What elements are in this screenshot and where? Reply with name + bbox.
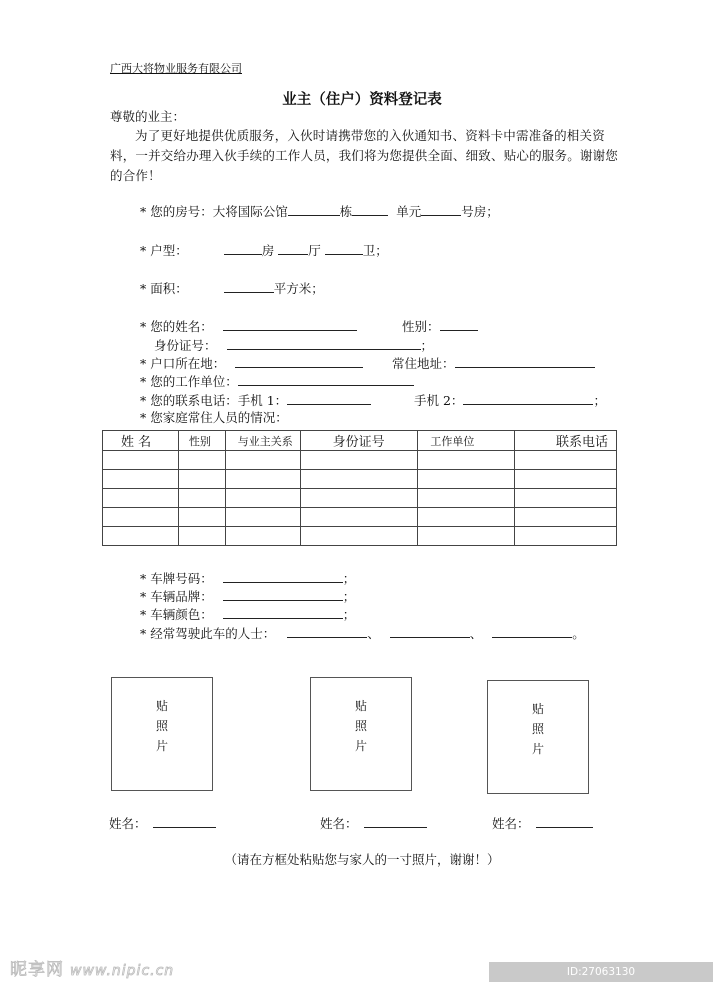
layout-row: [140, 242, 388, 259]
table-cell[interactable]: [300, 470, 418, 489]
estate-name: 大将国际公馆: [212, 204, 288, 219]
table-cell[interactable]: [515, 470, 617, 489]
area-row: [140, 280, 324, 297]
col-header-id: 身份证号: [300, 431, 418, 451]
table-row: [103, 508, 617, 527]
unit-label: 单元: [396, 204, 422, 219]
photo-name-field-2[interactable]: [364, 815, 427, 828]
intro-paragraph: 为了更好地提供优质服务，入伙时请携带您的入伙通知书、资料卡中需准备的相关资料，一并交给办理入伙手续的工作人员，我们将为您提供全面、细致、贴心的服务。谢谢您的合作！: [110, 128, 619, 183]
address-field[interactable]: [455, 355, 595, 368]
unit-field[interactable]: [352, 203, 388, 216]
room-field[interactable]: [421, 203, 461, 216]
area-field[interactable]: [224, 280, 274, 293]
photo-name-field-1[interactable]: [153, 815, 216, 828]
table-cell[interactable]: [300, 527, 418, 546]
layout-label: * 户型：: [140, 243, 188, 258]
drivers-end: 。: [572, 626, 585, 641]
watermark-id-badge: ID:27063130 NO:20190726231506814507: [489, 962, 713, 982]
driver2-field[interactable]: [390, 625, 470, 638]
plate-field[interactable]: [223, 570, 343, 583]
hukou-row: [140, 355, 363, 372]
table-cell[interactable]: [225, 470, 300, 489]
table-cell[interactable]: [178, 470, 225, 489]
color-row: [140, 606, 355, 623]
photo-box-1[interactable]: [111, 677, 213, 791]
hukou-field[interactable]: [235, 355, 363, 368]
table-cell[interactable]: [418, 451, 515, 470]
table-cell[interactable]: [300, 508, 418, 527]
table-header-row: [103, 431, 617, 451]
halls-label: 厅: [308, 243, 321, 258]
table-cell[interactable]: [178, 527, 225, 546]
plate-row: [140, 570, 355, 587]
photo-name-1: [109, 815, 216, 832]
table-row: [103, 489, 617, 508]
table-row: [103, 470, 617, 489]
table-cell[interactable]: [515, 451, 617, 470]
family-members-table: [102, 430, 617, 546]
col-header-gender: 性别: [178, 431, 225, 451]
mobile2-field[interactable]: [463, 392, 593, 405]
rooms-field[interactable]: [224, 242, 262, 255]
watermark-logo: [10, 955, 174, 980]
table-cell[interactable]: [225, 508, 300, 527]
family-label: * 您家庭常住人员的情况：: [140, 410, 288, 425]
gender-label: 性别：: [402, 319, 440, 334]
phone-row: [140, 392, 371, 409]
photo-name-3: [492, 815, 593, 832]
room-label: * 您的房号：: [140, 204, 213, 219]
table-cell[interactable]: [418, 489, 515, 508]
brand-row: [140, 588, 355, 605]
drivers-row: [140, 625, 585, 642]
table-cell[interactable]: [178, 508, 225, 527]
id-label: 身份证号：: [154, 338, 217, 353]
greeting: 尊敬的业主：: [110, 109, 186, 124]
table-cell[interactable]: [418, 508, 515, 527]
work-row: [140, 373, 414, 390]
table-cell[interactable]: [418, 470, 515, 489]
phone-end: ；: [593, 393, 606, 408]
photo-placeholder-text: [311, 696, 411, 756]
name-label: * 您的姓名：: [140, 319, 213, 334]
table-cell[interactable]: [418, 527, 515, 546]
col-header-phone: 联系电话: [515, 431, 617, 451]
table-cell[interactable]: [103, 451, 179, 470]
col-header-work: 工作单位: [418, 431, 515, 451]
table-cell[interactable]: [103, 527, 179, 546]
brand-field[interactable]: [223, 588, 343, 601]
photo-placeholder-text: [112, 696, 212, 756]
plate-label: * 车牌号码：: [140, 571, 213, 586]
watermark-url: www.nipic.cn: [70, 963, 175, 979]
name-field[interactable]: [223, 318, 357, 331]
table-cell[interactable]: [103, 508, 179, 527]
driver-sep-2: 、: [469, 626, 483, 641]
gender-field[interactable]: [440, 318, 478, 331]
baths-field[interactable]: [325, 242, 363, 255]
mobile2-label: 手机 2：: [414, 393, 464, 408]
table-cell[interactable]: [225, 451, 300, 470]
photo-name-label-1: 姓名：: [109, 816, 147, 831]
room-number-row: [140, 203, 499, 220]
name-row: [140, 318, 357, 335]
table-cell[interactable]: [103, 470, 179, 489]
photo-placeholder-text: [488, 699, 588, 759]
drivers-label: * 经常驾驶此车的人士：: [140, 626, 276, 641]
table-cell[interactable]: [515, 527, 617, 546]
phone-label: * 您的联系电话：: [140, 393, 238, 408]
mobile1-label: 手机 1：: [237, 393, 288, 408]
hukou-label: * 户口所在地：: [140, 356, 226, 371]
col-header-name: 姓 名: [103, 431, 179, 451]
rooms-label: 房: [261, 243, 275, 258]
photo-name-label-3: 姓名：: [492, 816, 530, 831]
photo-box-3[interactable]: [487, 680, 589, 794]
halls-field[interactable]: [278, 242, 308, 255]
table-row: [103, 451, 617, 470]
table-cell[interactable]: [178, 489, 225, 508]
table-cell[interactable]: [515, 489, 617, 508]
table-cell[interactable]: [103, 489, 179, 508]
plate-end: ；: [342, 571, 356, 586]
area-unit: 平方米；: [273, 281, 324, 296]
brand-label: * 车辆品牌：: [140, 589, 213, 604]
color-field[interactable]: [223, 606, 343, 619]
table-row: [103, 527, 617, 546]
driver3-field[interactable]: [492, 625, 572, 638]
photo-box-2[interactable]: [310, 677, 412, 791]
brand-end: ；: [342, 589, 356, 604]
area-label: * 面积：: [140, 281, 188, 296]
table-cell[interactable]: [225, 489, 300, 508]
table-cell[interactable]: [178, 451, 225, 470]
photo-name-field-3[interactable]: [536, 815, 593, 828]
photo-text-1: 贴 照 片: [155, 699, 168, 753]
driver1-field[interactable]: [287, 625, 367, 638]
footer-note: （请在方框处粘贴您与家人的一寸照片，谢谢！）: [224, 852, 500, 867]
id-field[interactable]: [227, 337, 421, 350]
col-header-relation: 与业主关系: [225, 431, 300, 451]
mobile2-row: [414, 392, 606, 409]
baths-label: 卫；: [362, 243, 388, 258]
company-name: 广西大将物业服务有限公司: [110, 62, 242, 75]
photo-name-label-2: 姓名：: [320, 816, 358, 831]
work-field[interactable]: [238, 373, 414, 386]
address-label: 常住地址：: [392, 356, 455, 371]
photo-text-3: 贴 照 片: [531, 702, 544, 756]
watermark-logo-text: 昵享网: [10, 960, 64, 980]
address-row: [392, 355, 595, 372]
id-end: ；: [420, 338, 434, 353]
room-suffix: 号房；: [461, 204, 499, 219]
id-row: [154, 337, 433, 354]
table-cell[interactable]: [300, 489, 418, 508]
table-cell[interactable]: [300, 451, 418, 470]
table-cell[interactable]: [515, 508, 617, 527]
photo-text-2: 贴 照 片: [354, 699, 367, 753]
color-end: ；: [342, 607, 356, 622]
color-label: * 车辆颜色：: [140, 607, 213, 622]
building-field[interactable]: [288, 203, 340, 216]
building-label: 栋: [339, 204, 353, 219]
work-label: * 您的工作单位：: [140, 374, 238, 389]
driver-sep-1: 、: [367, 626, 380, 641]
photo-name-2: [320, 815, 427, 832]
form-title: 业主（住户）资料登记表: [282, 91, 442, 108]
gender-row: [402, 318, 478, 335]
table-cell[interactable]: [225, 527, 300, 546]
mobile1-field[interactable]: [287, 392, 371, 405]
